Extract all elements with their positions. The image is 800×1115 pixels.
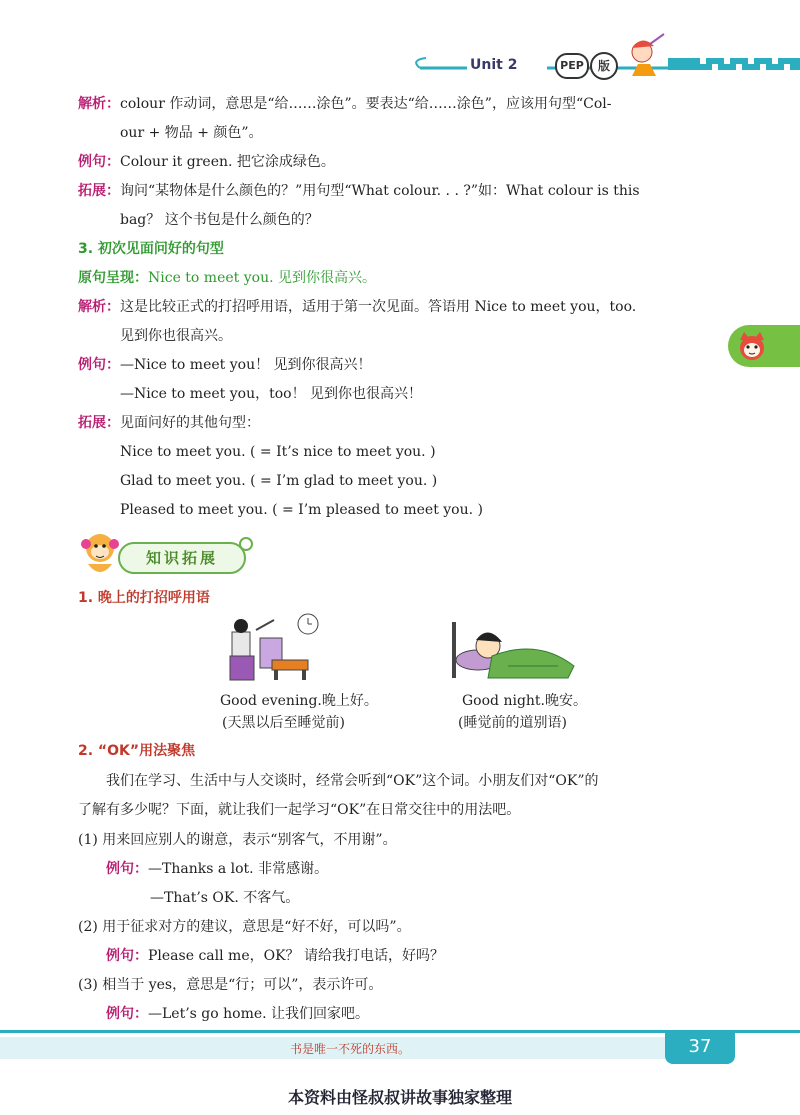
fairy-mascot-icon: [620, 30, 670, 80]
ok-usage1-ex2: —That’s OK. 不客气。: [150, 890, 300, 906]
example-label: 例句: [78, 154, 106, 170]
analysis-line-1: 解析：colour 作动词，意思是“给……涂色”。要表达“给……涂色”，应该用句型“Col-: [78, 96, 612, 112]
ok-usage2-ex: Please call me，OK？ 请给我打电话，好吗？: [148, 948, 444, 964]
expand-text-2: bag？ 这个书包是什么颜色的？: [120, 212, 319, 228]
page-number: 37: [665, 1030, 735, 1064]
s3-expand-line-3: Pleased to meet you. ( = I’m pleased to meet you. ): [120, 502, 483, 518]
s3-analysis-text-2: 见到你也很高兴。: [120, 328, 232, 344]
cat-face-icon: [736, 330, 768, 362]
bottom-note: 本资料由怪叔叔讲故事独家整理: [287, 1088, 512, 1107]
edition-badge: 版: [590, 52, 618, 80]
s3-expand-line: 拓展：见面问好的其他句型：: [78, 415, 260, 431]
s3-example-label: 例句: [78, 357, 106, 373]
s3-example-2: —Nice to meet you，too！ 见到你也很高兴！: [120, 386, 423, 402]
s3-expand-line-1: Nice to meet you. ( = It’s nice to meet you. ): [120, 444, 436, 460]
expand-label: 拓展: [78, 183, 106, 199]
s3-expand-line-2: Glad to meet you. ( = I’m glad to meet you. ): [120, 473, 438, 489]
footer-motto: 书是唯一不死的东西。: [290, 1042, 411, 1056]
evening-illustration: [222, 612, 332, 684]
knowledge-heading-1: 1. 晚上的打招呼用语: [78, 590, 210, 606]
ok-usage-2: (2) 用于征求对方的建议，意思是“好不好，可以吗”。: [78, 919, 411, 935]
knowledge-heading-2: 2. “OK”用法聚焦: [78, 743, 196, 759]
s3-expand-intro: 见面问好的其他句型：: [120, 415, 260, 431]
ok-usage2-example: 例句：Please call me，OK？ 请给我打电话，好吗？: [106, 948, 444, 964]
ok-usage1-ex1: —Thanks a lot. 非常感谢。: [148, 861, 329, 877]
ok-usage3-ex: —Let’s go home. 让我们回家吧。: [148, 1006, 370, 1022]
monkey-mascot-icon: [78, 528, 122, 580]
ok-usage3-example: 例句：—Let’s go home. 让我们回家吧。: [106, 1006, 370, 1022]
original-label: 原句呈现: [78, 270, 134, 286]
night-illustration: [448, 616, 578, 686]
img2-caption-1: Good night.晚安。: [462, 693, 588, 709]
example-text: Colour it green. 把它涂成绿色。: [120, 154, 335, 170]
example-line: 例句：Colour it green. 把它涂成绿色。: [78, 154, 335, 170]
ok-usage-1: (1) 用来回应别人的谢意，表示“别客气，不用谢”。: [78, 832, 397, 848]
s3-expand-label: 拓展: [78, 415, 106, 431]
img1-caption-1: Good evening.晚上好。: [220, 693, 378, 709]
analysis-label: 解析: [78, 96, 106, 112]
original-line: 原句呈现：Nice to meet you. 见到你很高兴。: [78, 270, 376, 286]
original-text: Nice to meet you. 见到你很高兴。: [148, 270, 376, 286]
analysis-text-1: colour 作动词，意思是“给……涂色”。要表达“给……涂色”，应该用句型“Col-: [120, 96, 612, 112]
s3-example-1: —Nice to meet you！ 见到你很高兴！: [120, 357, 372, 373]
unit-title: Unit 2: [470, 57, 518, 73]
s3-analysis-label: 解析: [78, 299, 106, 315]
ok-usage1-example-1: 例句：—Thanks a lot. 非常感谢。: [106, 861, 329, 877]
ok-usage1-label: 例句: [106, 861, 134, 877]
img2-caption-2: (睡觉前的道别语): [458, 715, 567, 731]
ok-intro-2: 了解有多少呢？下面，就让我们一起学习“OK”在日常交往中的用法吧。: [78, 802, 521, 818]
analysis-text-2: our + 物品 + 颜色”。: [120, 125, 263, 141]
section3-heading: 3. 初次见面问好的句型: [78, 241, 224, 257]
knowledge-banner: 知识拓展: [118, 542, 246, 574]
banner-dot-icon: [238, 536, 254, 552]
ok-usage2-label: 例句: [106, 948, 134, 964]
s3-analysis-text-1: 这是比较正式的打招呼用语，适用于第一次见面。答语用 Nice to meet you，too.: [120, 299, 637, 315]
ok-usage-3: (3) 相当于 yes，意思是“行；可以”，表示许可。: [78, 977, 383, 993]
pep-badge: PEP: [555, 53, 589, 79]
expand-line-1: 拓展：询问“某物体是什么颜色的？”用句型“What colour. . . ?”如：What colour is this: [78, 183, 640, 199]
s3-example-line: 例句：—Nice to meet you！ 见到你很高兴！: [78, 357, 372, 373]
ok-usage3-label: 例句: [106, 1006, 134, 1022]
expand-text-1: 询问“某物体是什么颜色的？”用句型“What colour. . . ?”如：What colour is this: [120, 183, 640, 199]
ok-intro-1: 我们在学习、生活中与人交谈时，经常会听到“OK”这个词。小朋友们对“OK”的: [106, 773, 599, 789]
img1-caption-2: (天黑以后至睡觉前): [222, 715, 345, 731]
s3-analysis-line: 解析：这是比较正式的打招呼用语，适用于第一次见面。答语用 Nice to meet you，too.: [78, 299, 637, 315]
